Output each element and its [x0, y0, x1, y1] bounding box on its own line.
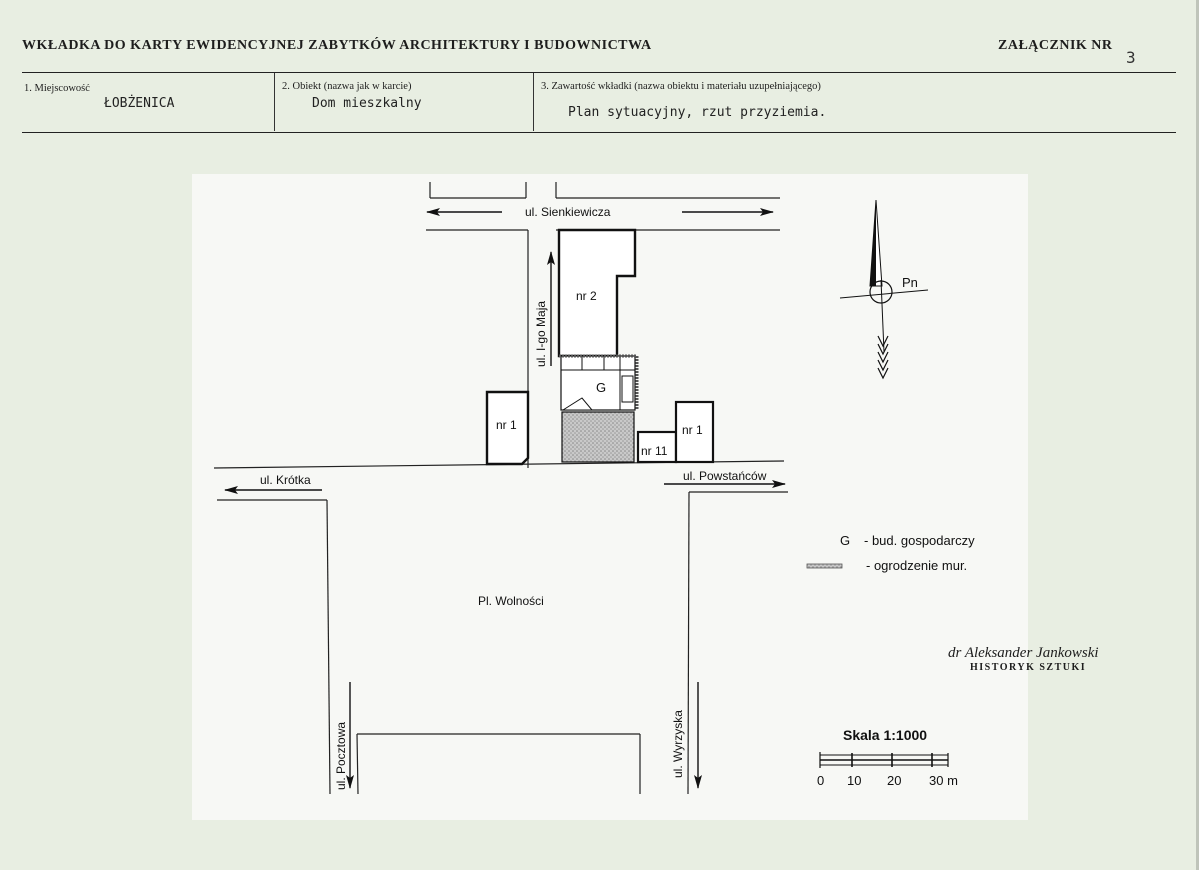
sheet-title: WKŁADKA DO KARTY EWIDENCYJNEJ ZABYTKÓW ARCHITEKTURY I BUDOWNICTWA [22, 38, 652, 53]
stamp-title: HISTORYK SZTUKI [970, 662, 1087, 673]
scale-tick-20: 20 [887, 773, 902, 788]
site-plan-drawing [192, 174, 1028, 820]
field-label-object: 2. Obiekt (nazwa jak w karcie) [282, 81, 412, 92]
buildings [487, 230, 713, 464]
building-nr2 [559, 230, 635, 356]
scale-tick-0: 0 [817, 773, 825, 788]
annex-number: 3 [1126, 48, 1136, 67]
label-nr11: nr 11 [641, 444, 668, 458]
label-north: Pn [902, 275, 918, 290]
label-nr1-left: nr 1 [496, 418, 517, 432]
label-nr2: nr 2 [576, 289, 597, 303]
field-divider-1 [274, 73, 275, 131]
label-square: Pl. Wolności [478, 594, 544, 608]
label-wyrzyska: ul. Wyrzyska [671, 710, 685, 778]
legend [807, 533, 975, 573]
legend-symbol-g: G [840, 533, 851, 548]
label-powstancow: ul. Powstańców [683, 469, 767, 483]
label-sienkiewicza: ul. Sienkiewicza [525, 205, 611, 219]
wall-pattern-icon [807, 564, 842, 568]
scale-tick-30: 30 m [929, 773, 958, 788]
map-labels [260, 205, 767, 790]
scale-bar [817, 727, 958, 788]
courtyard-wall [562, 412, 634, 462]
field-label-contents: 3. Zawartość wkładki (nazwa obiektu i materiału uzupełniającego) [541, 81, 821, 92]
header-rule-bottom [22, 132, 1176, 133]
label-pocztowa: ul. Pocztowa [334, 721, 348, 790]
field-value-locality: ŁOBŻENICA [104, 96, 175, 111]
label-nr1-right: nr 1 [682, 423, 703, 437]
header-rule-top [22, 72, 1176, 73]
site-plan [192, 174, 1028, 820]
field-value-contents: Plan sytuacyjny, rzut przyziemia. [568, 105, 827, 120]
scale-tick-10: 10 [847, 773, 862, 788]
author-stamp [948, 645, 1108, 673]
label-g: G [596, 380, 607, 395]
legend-text-wall: - ogrodzenie mur. [866, 558, 968, 573]
legend-text-g: - bud. gospodarczy [864, 533, 975, 548]
scale-title: Skala 1:1000 [843, 727, 928, 743]
field-value-object: Dom mieszkalny [312, 96, 422, 111]
label-maja: ul. I-go Maja [534, 300, 548, 367]
field-label-locality: 1. Miejscowość [24, 83, 90, 94]
field-divider-2 [533, 73, 534, 131]
label-krotka: ul. Krótka [260, 473, 311, 487]
annex-label: ZAŁĄCZNIK NR [998, 38, 1113, 53]
street-lines [214, 182, 788, 794]
north-arrow-icon [840, 200, 928, 378]
stamp-name: dr Aleksander Jankowski [948, 645, 1099, 661]
